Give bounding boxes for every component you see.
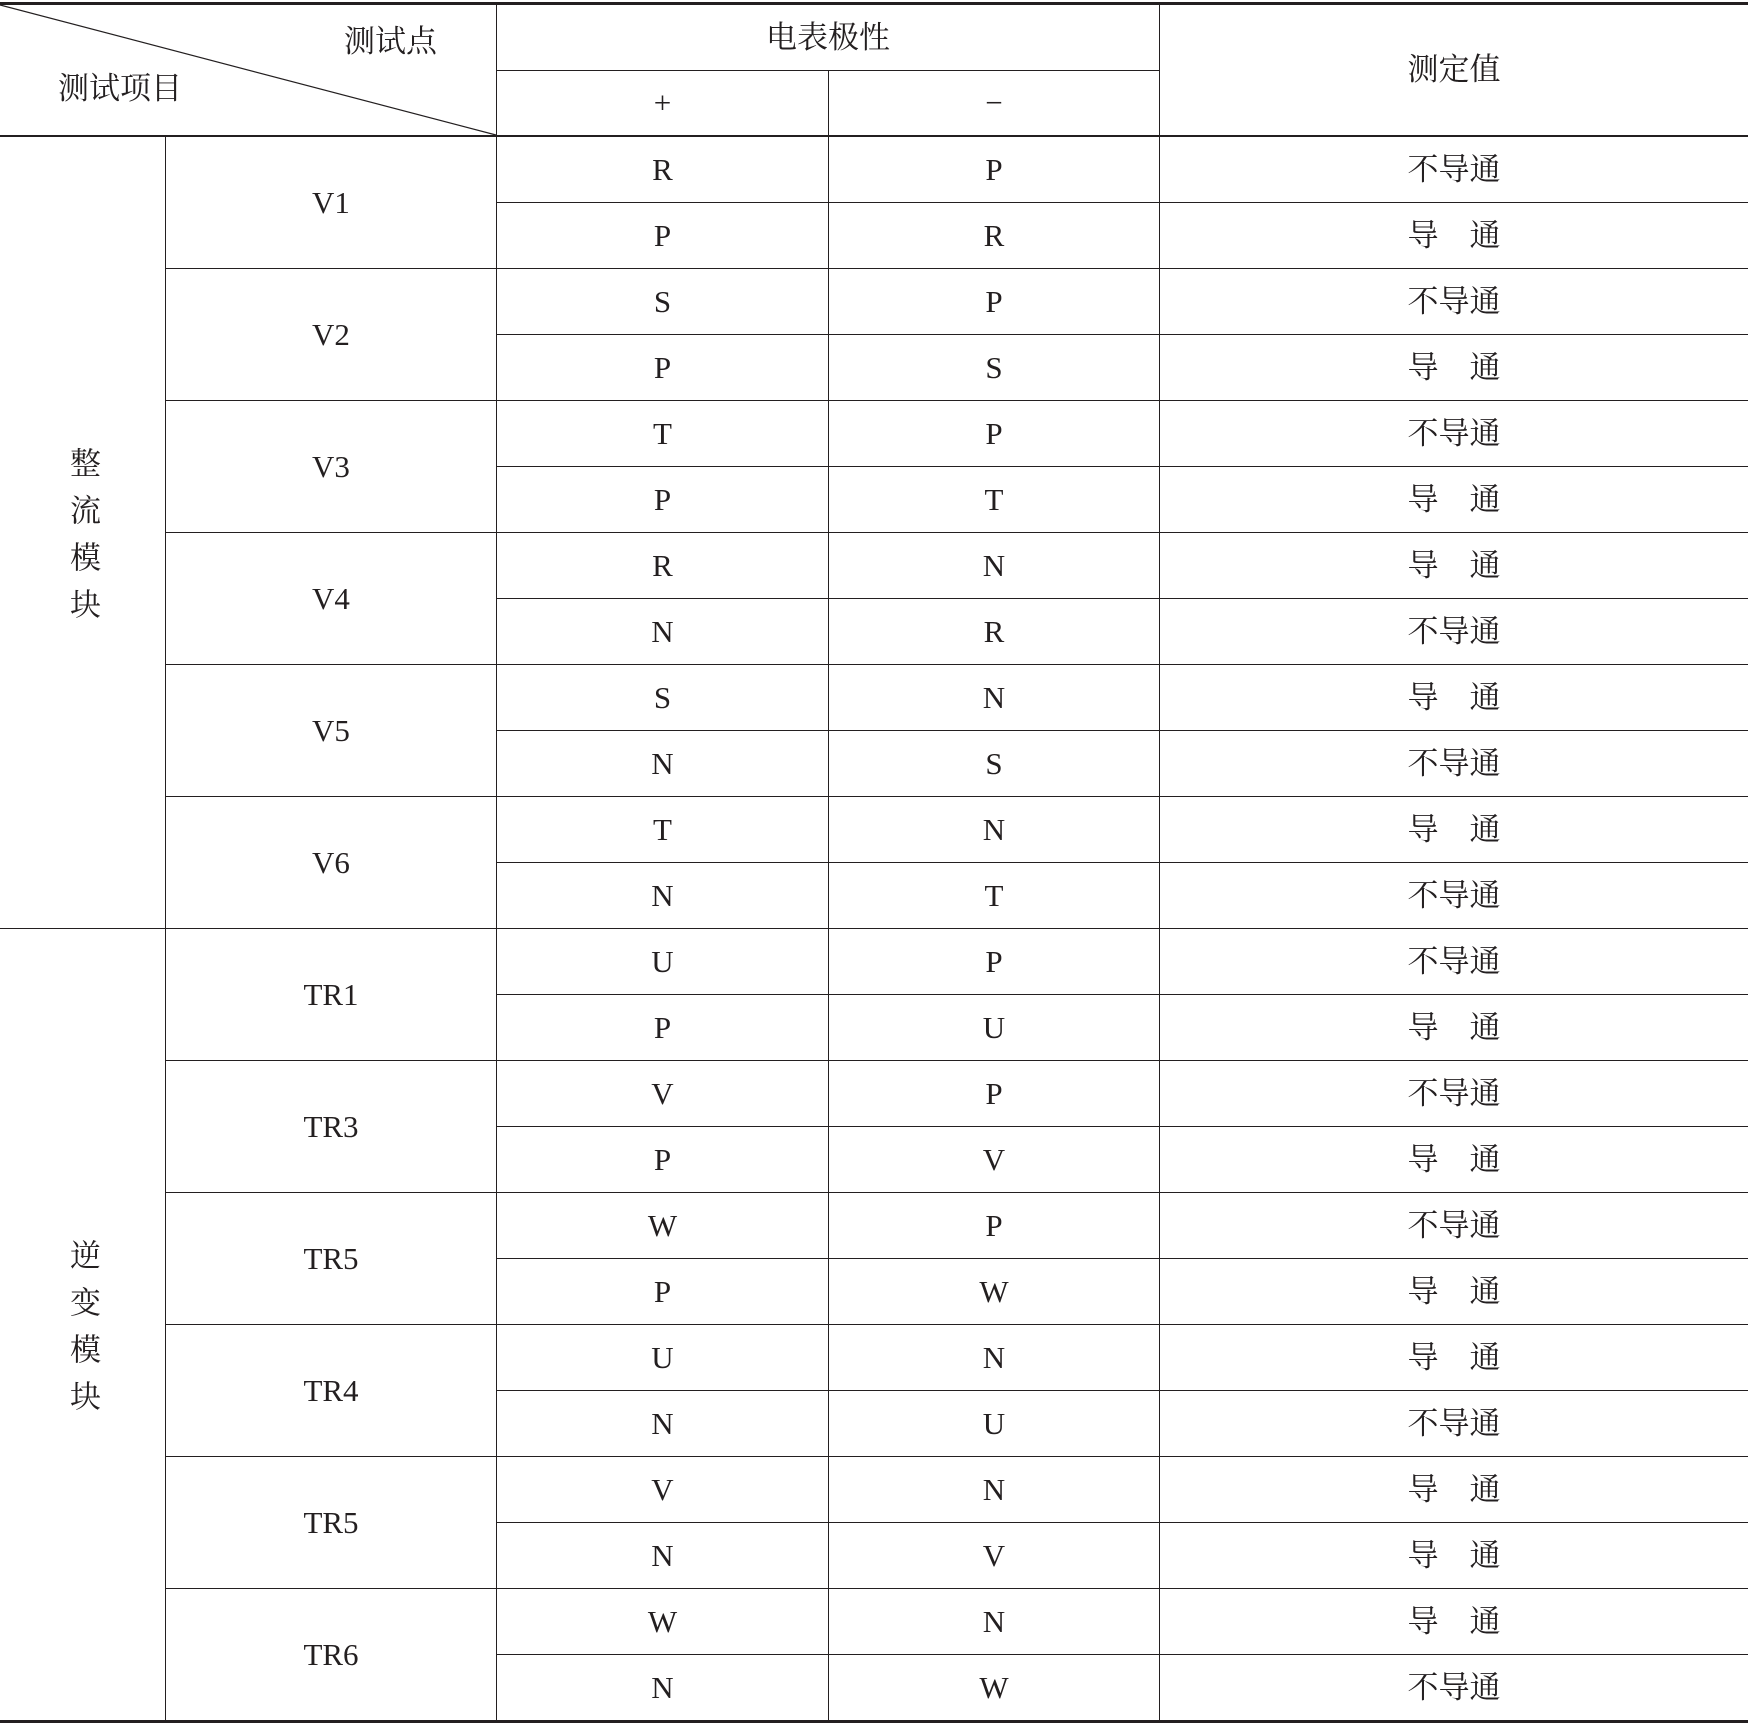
test-item-cell: V6 (166, 797, 496, 928)
minus-probe-cell: P (829, 1061, 1159, 1126)
minus-probe-cell: V (829, 1127, 1159, 1192)
test-item-cell: TR3 (166, 1061, 496, 1192)
minus-probe-cell: P (829, 137, 1159, 202)
plus-probe-cell: U (497, 1325, 828, 1390)
test-item-cell: TR5 (166, 1457, 496, 1588)
minus-probe-cell: N (829, 1589, 1159, 1654)
measured-value-cell: 不导通 (1160, 401, 1748, 466)
test-item-cell: TR6 (166, 1589, 496, 1720)
minus-probe-cell: U (829, 995, 1159, 1060)
group-label-text: 整流模块 (65, 446, 100, 635)
minus-probe-cell: R (829, 599, 1159, 664)
measured-value-cell: 不导通 (1160, 929, 1748, 994)
measured-value-cell: 导 通 (1160, 533, 1748, 598)
measured-value-cell: 导 通 (1160, 665, 1748, 730)
plus-probe-cell: R (497, 137, 828, 202)
minus-probe-cell: S (829, 335, 1159, 400)
minus-probe-cell: T (829, 467, 1159, 532)
minus-probe-cell: S (829, 731, 1159, 796)
test-item-cell: TR4 (166, 1325, 496, 1456)
plus-probe-cell: U (497, 929, 828, 994)
diagonal-header-cell (0, 5, 496, 136)
plus-probe-cell: N (497, 1523, 828, 1588)
measured-value-cell: 不导通 (1160, 1193, 1748, 1258)
measured-value-cell: 导 通 (1160, 1457, 1748, 1522)
test-point-label: 测试点 (344, 24, 437, 59)
plus-probe-cell: P (497, 1259, 828, 1324)
measured-value-cell: 导 通 (1160, 1325, 1748, 1390)
plus-probe-cell: R (497, 533, 828, 598)
minus-probe-cell: P (829, 929, 1159, 994)
measured-value-cell: 导 通 (1160, 1523, 1748, 1588)
minus-probe-cell: N (829, 533, 1159, 598)
group-label-inverter (0, 929, 165, 1720)
plus-probe-cell: N (497, 731, 828, 796)
test-item-cell: V3 (166, 401, 496, 532)
minus-probe-cell: P (829, 1193, 1159, 1258)
test-item-cell: V1 (166, 137, 496, 268)
plus-probe-cell: P (497, 467, 828, 532)
plus-probe-cell: N (497, 1391, 828, 1456)
plus-probe-cell: S (497, 269, 828, 334)
plus-probe-cell: P (497, 995, 828, 1060)
measured-value-cell: 不导通 (1160, 1655, 1748, 1720)
test-item-cell: V4 (166, 533, 496, 664)
plus-probe-cell: S (497, 665, 828, 730)
plus-probe-cell: T (497, 797, 828, 862)
minus-probe-cell: N (829, 665, 1159, 730)
test-item-cell: V2 (166, 269, 496, 400)
plus-probe-cell: W (497, 1589, 828, 1654)
measured-value-cell: 导 通 (1160, 1589, 1748, 1654)
minus-probe-cell: W (829, 1655, 1159, 1720)
test-item-cell: TR1 (166, 929, 496, 1060)
measured-value-cell: 不导通 (1160, 731, 1748, 796)
minus-probe-cell: T (829, 863, 1159, 928)
minus-probe-cell: P (829, 401, 1159, 466)
test-item-cell: V5 (166, 665, 496, 796)
plus-probe-cell: W (497, 1193, 828, 1258)
measured-value-cell: 导 通 (1160, 1259, 1748, 1324)
measured-value-cell: 导 通 (1160, 335, 1748, 400)
measured-value-cell: 不导通 (1160, 269, 1748, 334)
minus-probe-cell: N (829, 1325, 1159, 1390)
plus-probe-cell: V (497, 1457, 828, 1522)
meter-polarity-header: 电表极性 (497, 5, 1159, 70)
plus-probe-cell: N (497, 599, 828, 664)
measured-value-cell: 导 通 (1160, 797, 1748, 862)
plus-probe-cell: P (497, 335, 828, 400)
minus-probe-cell: R (829, 203, 1159, 268)
plus-probe-cell: P (497, 203, 828, 268)
measured-value-cell: 不导通 (1160, 599, 1748, 664)
plus-probe-cell: V (497, 1061, 828, 1126)
measured-value-cell: 导 通 (1160, 203, 1748, 268)
group-label-rectifier (0, 137, 165, 928)
test-item-cell: TR5 (166, 1193, 496, 1324)
minus-probe-cell: W (829, 1259, 1159, 1324)
minus-probe-cell: N (829, 797, 1159, 862)
measured-value-cell: 不导通 (1160, 137, 1748, 202)
minus-probe-cell: N (829, 1457, 1159, 1522)
minus-probe-cell: P (829, 269, 1159, 334)
measured-value-cell: 导 通 (1160, 467, 1748, 532)
plus-probe-cell: P (497, 1127, 828, 1192)
measured-value-header: 测定值 (1160, 5, 1748, 136)
minus-probe-cell: V (829, 1523, 1159, 1588)
test-table (0, 2, 1748, 1723)
plus-probe-cell: T (497, 401, 828, 466)
measured-value-cell: 不导通 (1160, 863, 1748, 928)
test-item-label: 测试项目 (58, 71, 182, 106)
minus-probe-cell: U (829, 1391, 1159, 1456)
plus-probe-cell: N (497, 1655, 828, 1720)
minus-header: − (829, 71, 1159, 136)
measured-value-cell: 不导通 (1160, 1061, 1748, 1126)
plus-probe-cell: N (497, 863, 828, 928)
group-label-text: 逆变模块 (65, 1238, 100, 1427)
measured-value-cell: 导 通 (1160, 995, 1748, 1060)
plus-header: + (497, 71, 828, 136)
measured-value-cell: 不导通 (1160, 1391, 1748, 1456)
measured-value-cell: 导 通 (1160, 1127, 1748, 1192)
